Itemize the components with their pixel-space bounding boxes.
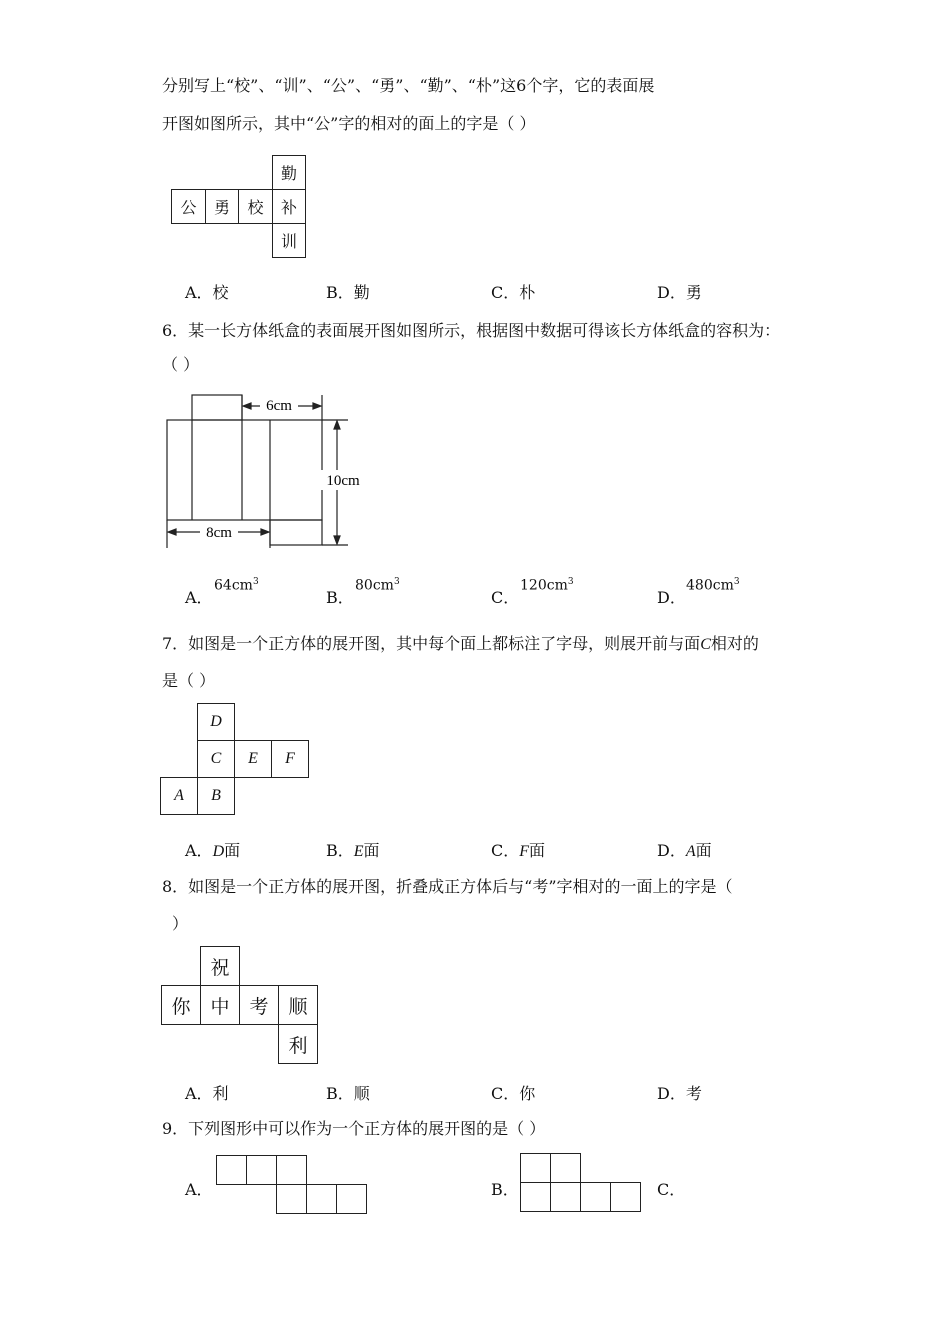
q6-option-b-letter: B． xyxy=(326,588,354,607)
q6-option-a-sup: 3 xyxy=(252,577,259,587)
q5-cell-qin: 勤 xyxy=(272,155,306,190)
q8-option-c[interactable]: C．你 xyxy=(491,1084,536,1103)
q7-option-b-letter: B． xyxy=(326,841,354,860)
q7-cell-d: D xyxy=(197,703,235,741)
q9-b-cell xyxy=(520,1182,551,1212)
q5-cell-gong: 公 xyxy=(171,189,206,224)
q6-text-line2: （ ） xyxy=(162,355,200,374)
q9-b-cell xyxy=(610,1182,641,1212)
q6-box-net-diagram xyxy=(150,385,390,560)
q8-text-line2: ） xyxy=(172,914,189,933)
q6-dim-top-arrow-left xyxy=(243,403,251,409)
q6-option-d-value xyxy=(686,572,740,596)
q8-option-d[interactable]: D．考 xyxy=(657,1084,702,1103)
q9-text-line1: 9．下列图形中可以作为一个正方体的展开图的是（ ） xyxy=(162,1119,546,1138)
q9-option-b[interactable]: B． xyxy=(491,1180,519,1199)
q8-option-a[interactable]: A．利 xyxy=(185,1084,229,1103)
q7-cell-b: B xyxy=(197,777,235,815)
q6-option-b[interactable] xyxy=(326,572,446,608)
q6-option-a[interactable] xyxy=(185,572,305,608)
q6-option-d[interactable] xyxy=(657,572,777,608)
q9-b-cell xyxy=(520,1153,551,1183)
q6-option-d-number: 480cm xyxy=(686,577,734,594)
q6-net-bottom-flap xyxy=(270,520,322,545)
q8-text-line1: 8．如图是一个正方体的展开图，折叠成正方体后与“考”字相对的一面上的字是（ xyxy=(162,877,733,896)
q7-option-a-suffix: 面 xyxy=(224,841,241,860)
q8-cell-zhong: 中 xyxy=(200,985,240,1025)
q8-cell-ni: 你 xyxy=(161,985,201,1025)
q7-cell-c: C xyxy=(197,740,235,778)
q7-option-a-face: D xyxy=(212,843,225,860)
q6-option-c-sup: 3 xyxy=(567,577,574,587)
q6-option-c-value xyxy=(520,572,574,596)
q9-a-cell xyxy=(336,1184,367,1214)
q8-cell-kao: 考 xyxy=(239,985,279,1025)
q5-cell-xun: 训 xyxy=(272,223,306,258)
q6-dim-top-label: 6cm xyxy=(266,398,292,414)
q7-option-c[interactable] xyxy=(491,841,545,862)
q7-option-c-face: F xyxy=(519,843,530,860)
q7-option-d-face: A xyxy=(685,843,696,860)
q5-text-line1: 分别写上“校”、“训”、“公”、“勇”、“勤”、“朴”这6个字，它的表面展 xyxy=(162,76,655,95)
q5-cell-yong: 勇 xyxy=(205,189,239,224)
q7-option-d-letter: D． xyxy=(657,841,686,860)
q5-cell-bu: 补 xyxy=(272,189,306,224)
q6-dim-bottom-arrow-right xyxy=(261,529,269,535)
q6-dim-right-arrow-top xyxy=(334,421,340,429)
q9-b-cell xyxy=(550,1153,581,1183)
q8-cell-shun: 顺 xyxy=(278,985,318,1025)
q9-option-a[interactable]: A． xyxy=(185,1180,213,1199)
q6-option-a-letter: A． xyxy=(185,588,213,607)
q6-dim-top-arrow-right xyxy=(313,403,321,409)
q6-net-body xyxy=(167,420,322,520)
q6-option-b-value xyxy=(355,572,400,596)
q8-cell-zhu: 祝 xyxy=(200,946,240,986)
q6-option-b-number: 80cm xyxy=(355,577,394,594)
q7-text-line2: 是（ ） xyxy=(162,671,216,690)
q7-option-b-suffix: 面 xyxy=(363,841,380,860)
q9-option-c[interactable]: C． xyxy=(657,1180,686,1199)
q6-option-a-value xyxy=(214,572,259,596)
q8-cell-li: 利 xyxy=(278,1024,318,1064)
q7-option-d[interactable] xyxy=(657,841,712,862)
q7-option-a[interactable] xyxy=(185,841,240,862)
q5-option-d[interactable]: D．勇 xyxy=(657,283,702,302)
q6-dim-bottom-arrow-left xyxy=(168,529,176,535)
q6-option-d-letter: D． xyxy=(657,588,686,607)
q7-option-a-letter: A． xyxy=(185,841,213,860)
q6-dim-height-label: 10cm xyxy=(326,473,360,489)
q7-option-d-suffix: 面 xyxy=(695,841,712,860)
q5-option-b[interactable]: B．勤 xyxy=(326,283,370,302)
q9-a-cell xyxy=(216,1155,247,1185)
q6-option-b-sup: 3 xyxy=(393,577,400,587)
q6-option-c[interactable] xyxy=(491,572,611,608)
q5-option-c[interactable]: C．朴 xyxy=(491,283,536,302)
q7-option-b-face: E xyxy=(353,843,364,860)
q5-cell-xiao: 校 xyxy=(238,189,273,224)
q7-cell-f: F xyxy=(271,740,309,778)
q7-cell-a: A xyxy=(160,777,198,815)
q8-option-b[interactable]: B．顺 xyxy=(326,1084,370,1103)
q6-option-c-letter: C． xyxy=(491,588,520,607)
q7-option-c-letter: C． xyxy=(491,841,520,860)
q7-text-face: C xyxy=(700,636,711,653)
q7-option-c-suffix: 面 xyxy=(529,841,546,860)
q6-option-a-number: 64cm xyxy=(214,577,253,594)
q6-dim-right-arrow-bottom xyxy=(334,536,340,544)
q9-a-cell xyxy=(276,1184,307,1214)
q9-b-cell xyxy=(580,1182,611,1212)
q6-option-d-sup: 3 xyxy=(733,577,740,587)
q7-text-part2: 相对的 xyxy=(710,634,759,653)
q9-b-cell xyxy=(550,1182,581,1212)
q7-text-part1: 7．如图是一个正方体的展开图，其中每个面上都标注了字母，则展开前与面 xyxy=(162,634,701,653)
q9-a-cell xyxy=(246,1155,277,1185)
q5-text-line2: 开图如图所示，其中“公”字的相对的面上的字是（ ） xyxy=(162,114,536,133)
q7-option-b[interactable] xyxy=(326,841,380,862)
q6-dim-bottom-label: 8cm xyxy=(206,525,232,541)
q7-cell-e: E xyxy=(234,740,272,778)
q7-text-line1 xyxy=(162,634,759,655)
q9-a-cell xyxy=(306,1184,337,1214)
q6-option-c-number: 120cm xyxy=(520,577,568,594)
q5-option-a[interactable]: A．校 xyxy=(185,283,229,302)
q9-a-cell xyxy=(276,1155,307,1185)
q6-text-line1: 6．某一长方体纸盒的表面展开图如图所示，根据图中数据可得该长方体纸盒的容积为： xyxy=(162,321,781,340)
q6-net-top-flap xyxy=(192,395,242,420)
